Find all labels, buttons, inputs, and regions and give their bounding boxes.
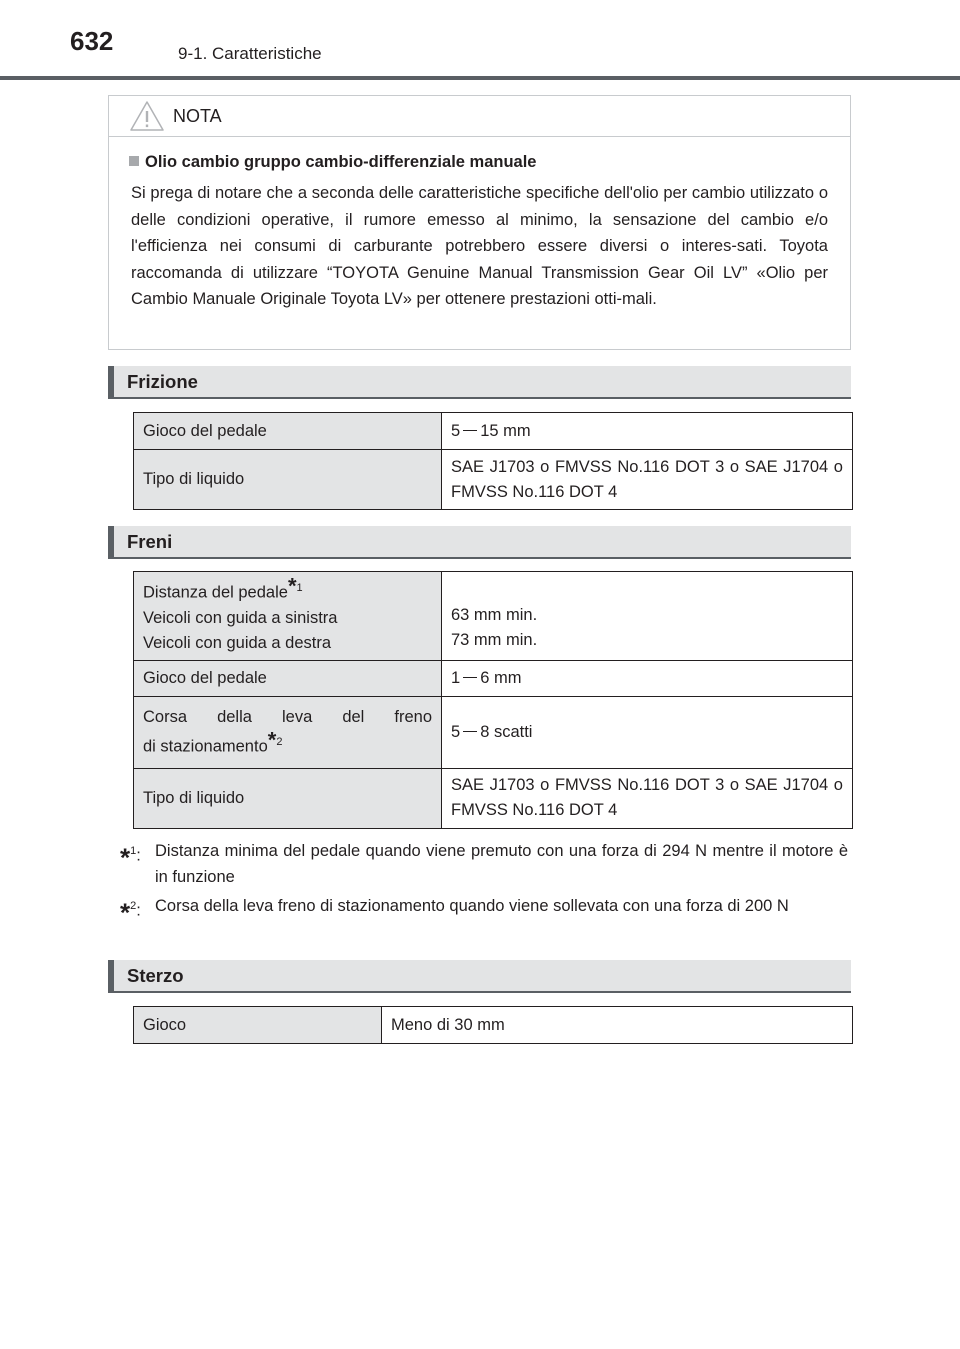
- spec-value: [442, 413, 853, 450]
- key-line: [143, 727, 432, 760]
- spec-value: [442, 660, 853, 696]
- page-header: [0, 0, 960, 80]
- freni-table: [133, 571, 853, 829]
- sterzo-table: [133, 1006, 853, 1044]
- note-subheading-text: Olio cambio gruppo cambio-differenziale manuale: [145, 153, 537, 171]
- key-text: Distanza del pedale: [143, 583, 288, 602]
- spec-key: Gioco: [134, 1007, 382, 1044]
- note-body: Si prega di notare che a seconda delle caratteristiche specifiche dell'olio per cambio utilizzato o delle condizioni operative, il rumore emesso al minimo, la sensazione del cambio e/o l'efficienza nei consumi di carburante potrebbero essere diversi o interes-sati. Toyota raccomanda di utilizzare “TOYOTA Genuine Manual Transmission Gear Oil LV” «Olio per Cambio Manuale Originale Toyota LV» per ottenere prestazioni otti-mali.: [131, 184, 828, 308]
- spec-value: [442, 696, 853, 768]
- spec-key: Gioco del pedale: [134, 413, 442, 450]
- page-number: 632: [70, 26, 114, 56]
- spec-value: [442, 572, 853, 661]
- spec-key: [134, 696, 442, 768]
- key-text: di stazionamento: [143, 737, 268, 756]
- section-title-frizione: Frizione: [127, 371, 198, 392]
- footnote-1: [120, 838, 848, 890]
- spec-key: [134, 572, 442, 661]
- table-row: [134, 572, 853, 661]
- spec-key: Tipo di liquido: [134, 450, 442, 510]
- footnote-ref: 1: [296, 582, 303, 594]
- section-title-freni: Freni: [127, 531, 173, 552]
- value-line: 63 mm min.: [451, 605, 538, 624]
- range-min: 5: [451, 421, 461, 440]
- key-line: Veicoli con guida a destra: [143, 633, 332, 652]
- key-line: Corsa della leva del freno: [143, 707, 432, 726]
- footnote-text: Corsa della leva freno di stazionamento quando viene sollevata con una forza di 200 N: [155, 897, 789, 915]
- table-row: [134, 1007, 853, 1044]
- spec-key: Tipo di liquido: [134, 768, 442, 828]
- table-row: [134, 413, 853, 450]
- range-max: 8 scatti: [480, 722, 533, 741]
- square-bullet-icon: [129, 156, 139, 166]
- key-line: Veicoli con guida a sinistra: [143, 608, 338, 627]
- spec-key: Gioco del pedale: [134, 660, 442, 696]
- section-frizione: [108, 366, 851, 399]
- table-row: [134, 660, 853, 696]
- footnote-number: 2: [130, 900, 137, 912]
- range-max: 6 mm: [480, 668, 522, 687]
- range-min: 5: [451, 722, 461, 741]
- footnote-text: Distanza minima del pedale quando viene premuto con una forza di 294 N mentre il motore è in funzione: [155, 842, 848, 886]
- range-dash: [463, 677, 477, 678]
- range-dash: [463, 430, 477, 431]
- footnote-marker: *$^2$:: [120, 897, 141, 928]
- spec-value: SAE J1703 o FMVSS No.116 DOT 3 o SAE J1704 o FMVSS No.116 DOT 4: [442, 768, 853, 828]
- note-box: [108, 95, 851, 350]
- section-sterzo: [108, 960, 851, 993]
- asterisk-mark: *: [267, 727, 277, 753]
- header-rule: [0, 76, 960, 80]
- table-row: [134, 768, 853, 828]
- range-dash: [463, 731, 477, 732]
- note-subheading: [129, 153, 536, 172]
- frizione-table: [133, 412, 853, 510]
- footnote-number: 1: [130, 845, 137, 857]
- footnote-ref: 2: [276, 735, 283, 748]
- range-max: 15 mm: [480, 421, 531, 440]
- section-title: 9-1. Caratteristiche: [178, 44, 322, 63]
- table-row: [134, 696, 853, 768]
- section-freni: [108, 526, 851, 559]
- section-title-sterzo: Sterzo: [127, 965, 184, 986]
- key-line: [143, 573, 432, 606]
- value-line: 73 mm min.: [451, 630, 538, 649]
- asterisk-mark: *: [287, 573, 297, 599]
- range-min: 1: [451, 668, 461, 687]
- note-header: [109, 96, 850, 137]
- footnote-2: [120, 893, 848, 928]
- spec-value: SAE J1703 o FMVSS No.116 DOT 3 o SAE J1704 o FMVSS No.116 DOT 4: [442, 450, 853, 510]
- warning-icon: [129, 100, 165, 132]
- note-title: NOTA: [173, 106, 222, 126]
- spec-value: Meno di 30 mm: [382, 1007, 853, 1044]
- footnote-marker: *$^1$:: [120, 842, 141, 873]
- table-row: [134, 450, 853, 510]
